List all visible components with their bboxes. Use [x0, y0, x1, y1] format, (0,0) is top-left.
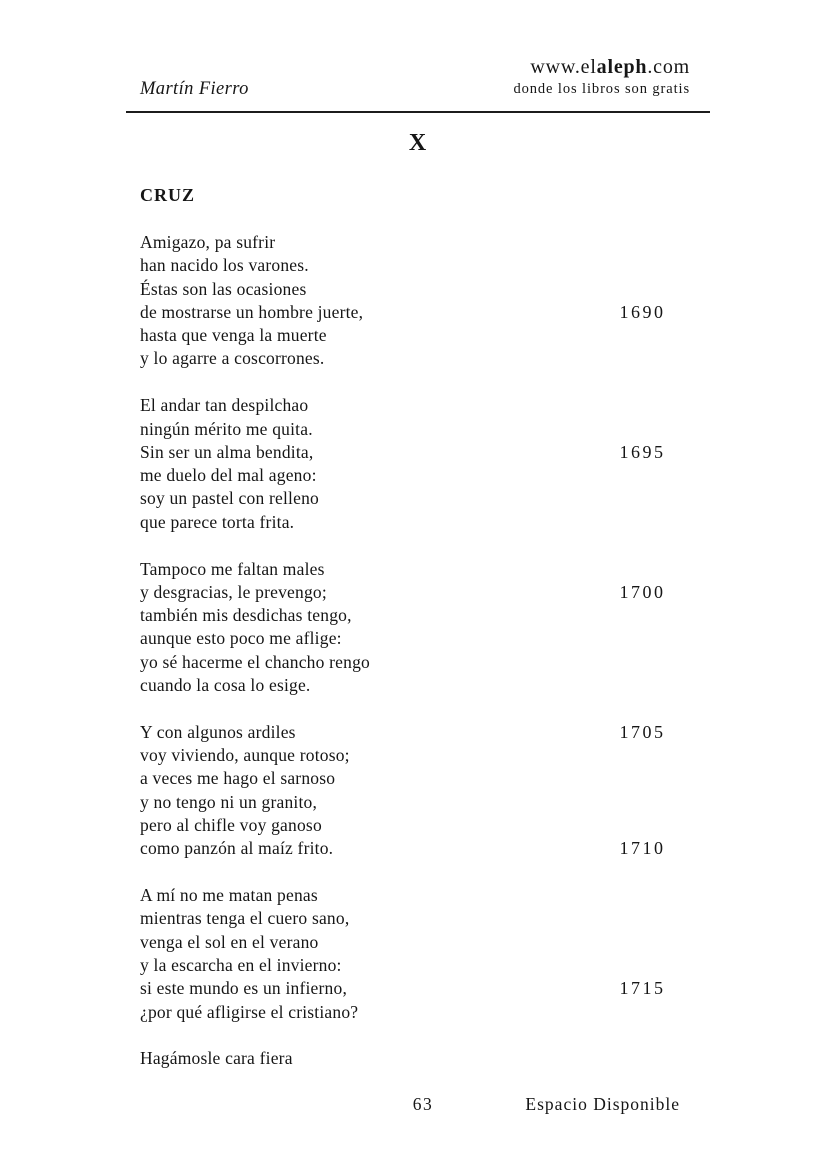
poem-line	[140, 301, 666, 324]
verse-text: también mis desdichas tengo,	[140, 605, 352, 626]
verse-text: hasta que venga la muerte	[140, 325, 327, 346]
verse-text: me duelo del mal ageno:	[140, 465, 317, 486]
poem-line	[140, 464, 663, 487]
poem-line	[140, 558, 663, 581]
poem-line	[140, 418, 663, 441]
verse-text: ¿por qué afligirse el cristiano?	[140, 1001, 359, 1022]
speaker-name: CRUZ	[140, 185, 196, 205]
poem-line	[140, 394, 663, 417]
verse-number: 1715	[619, 978, 666, 999]
verse-text: Tampoco me faltan males	[140, 558, 325, 579]
poem-line	[140, 954, 663, 977]
poem	[140, 231, 666, 1094]
stanza	[140, 394, 666, 534]
book-title: Martín Fierro	[140, 79, 249, 99]
poem-line	[140, 791, 663, 814]
poem-line	[140, 977, 666, 1000]
verse-number: 1695	[619, 441, 666, 462]
verse-text: voy viviendo, aunque rotoso;	[140, 745, 350, 766]
verse-text: como panzón al maíz frito.	[140, 838, 334, 859]
poem-line	[140, 441, 666, 464]
poem-line	[140, 487, 663, 510]
verse-text: que parece torta frita.	[140, 511, 295, 532]
stanza	[140, 721, 666, 861]
poem-line	[140, 581, 666, 604]
verse-text: Amigazo, pa sufrir	[140, 232, 276, 252]
poem-line	[140, 814, 663, 837]
poem-line	[140, 604, 663, 627]
verse-text: si este mundo es un infierno,	[140, 978, 348, 999]
verse-number: 1710	[619, 838, 666, 859]
verse-number: 1700	[619, 581, 666, 602]
poem-line	[140, 767, 663, 790]
site-url-prefix: www.el	[530, 56, 597, 78]
verse-text: de mostrarse un hombre juerte,	[140, 301, 364, 322]
verse-text: yo sé hacerme el chancho rengo	[140, 651, 370, 672]
verse-text: ningún mérito me quita.	[140, 418, 313, 439]
site-tagline: donde los libros son gratis	[513, 81, 690, 97]
poem-line	[140, 721, 666, 744]
verse-text: aunque esto poco me aflige:	[140, 628, 342, 649]
poem-line	[140, 907, 663, 930]
verse-text: pero al chifle voy ganoso	[140, 815, 322, 836]
poem-line	[140, 1001, 663, 1024]
verse-text: y no tengo ni un granito,	[140, 791, 318, 812]
verse-number: 1705	[619, 721, 666, 742]
verse-text: han nacido los varones.	[140, 255, 309, 276]
poem-line	[140, 627, 663, 650]
verse-text: cuando la cosa lo esige.	[140, 675, 311, 696]
verse-text: a veces me hago el sarnoso	[140, 768, 336, 789]
stanza	[140, 884, 666, 1024]
poem-line	[140, 931, 663, 954]
verse-text: A mí no me matan penas	[140, 885, 318, 906]
poem-line	[140, 674, 663, 697]
site-url-brand: aleph	[596, 56, 648, 78]
poem-line	[140, 347, 663, 370]
verse-text: y desgracias, le prevengo;	[140, 581, 327, 602]
site-url	[513, 56, 690, 79]
site-url-suffix: .com	[647, 56, 690, 78]
verse-text: soy un pastel con relleno	[140, 488, 319, 509]
verse-text: Y con algunos ardiles	[140, 721, 296, 742]
poem-line	[140, 278, 663, 301]
verse-text: El andar tan despilchao	[140, 395, 309, 416]
verse-text: mientras tenga el cuero sano,	[140, 908, 350, 929]
verse-text: Hagámosle cara fiera	[140, 1048, 293, 1069]
footer-note: Espacio Disponible	[525, 1094, 680, 1114]
header-divider	[126, 111, 710, 113]
poem-line	[140, 884, 663, 907]
stanza	[140, 231, 666, 371]
verse-text: y la escarcha en el invierno:	[140, 955, 342, 976]
poem-line	[140, 837, 666, 860]
verse-text: venga el sol en el verano	[140, 931, 319, 952]
poem-line	[140, 651, 663, 674]
stanza	[140, 1047, 663, 1070]
poem-line	[140, 511, 663, 534]
header-publisher-block	[513, 56, 690, 99]
poem-line	[140, 1047, 663, 1070]
page-number: 63	[412, 1094, 434, 1114]
verse-text: Éstas son las ocasiones	[140, 278, 307, 299]
poem-line	[140, 254, 663, 277]
chapter-number: X	[408, 130, 428, 156]
stanza	[140, 558, 666, 698]
verse-text: Sin ser un alma bendita,	[140, 441, 314, 462]
poem-line	[140, 324, 663, 347]
verse-text: y lo agarre a coscorrones.	[140, 348, 325, 369]
poem-line	[140, 744, 663, 767]
verse-number: 1690	[619, 301, 666, 322]
poem-line	[140, 231, 663, 254]
